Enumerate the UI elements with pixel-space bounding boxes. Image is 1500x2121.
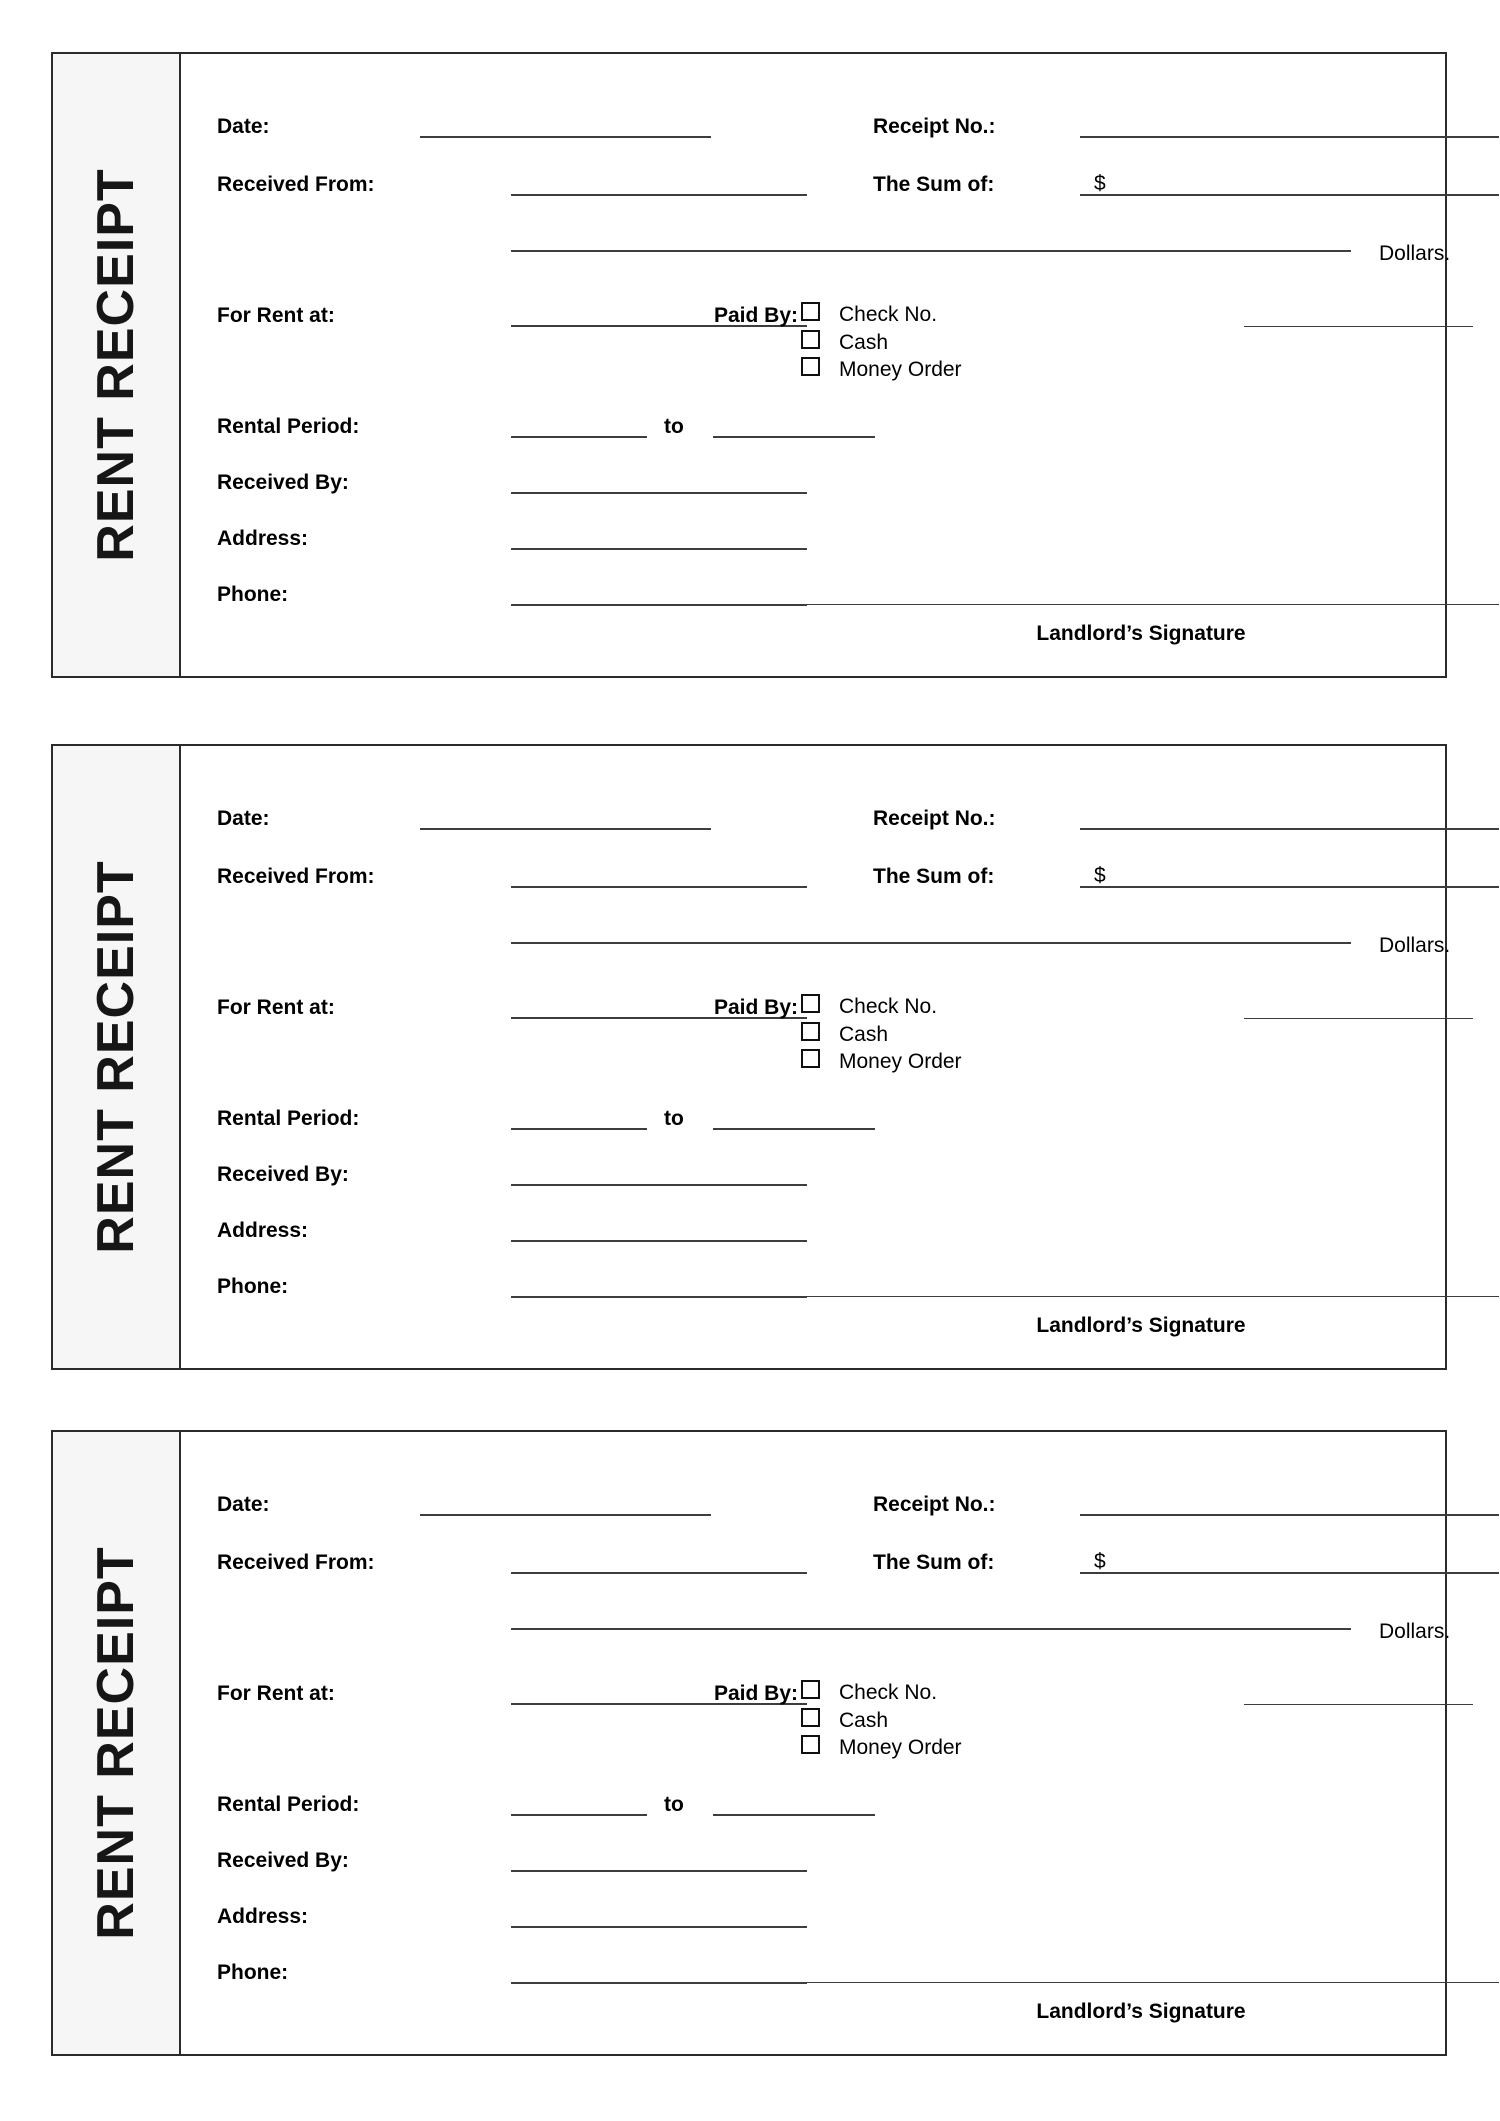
label-receipt-no: Receipt No.: (873, 115, 996, 138)
dollar-sign: $ (1094, 864, 1106, 887)
checkbox-check-no[interactable] (801, 302, 820, 321)
checkbox-cash[interactable] (801, 330, 820, 349)
rental-period-start-input[interactable] (511, 1128, 647, 1130)
checkbox-cash[interactable] (801, 1708, 820, 1727)
receipt-title: RENT RECEIPT (87, 860, 145, 1254)
date-input[interactable] (420, 828, 711, 830)
receipt-no-input[interactable] (1080, 828, 1499, 830)
sum-amount-input[interactable] (1080, 194, 1499, 196)
label-receipt-no: Receipt No.: (873, 1493, 996, 1516)
checkbox-money-order[interactable] (801, 1735, 820, 1754)
phone-input[interactable] (511, 1982, 807, 1984)
sum-in-words-input[interactable] (511, 250, 1351, 252)
rent-receipt-card (51, 52, 1451, 678)
label-paid-by: Paid By: (714, 1682, 799, 1705)
payment-label-cash: Cash (839, 1023, 889, 1046)
received-from-input[interactable] (511, 886, 807, 888)
receipt-body (181, 746, 1451, 1368)
sum-amount-input[interactable] (1080, 1572, 1499, 1574)
label-the-sum-of: The Sum of: (873, 865, 995, 888)
label-phone: Phone: (217, 1961, 289, 1984)
sum-in-words-input[interactable] (511, 942, 1351, 944)
received-by-input[interactable] (511, 1184, 807, 1186)
label-rental-period: Rental Period: (217, 415, 360, 438)
label-rental-period-to: to (664, 415, 684, 438)
receipt-title: RENT RECEIPT (87, 168, 145, 562)
address-input[interactable] (511, 548, 807, 550)
payment-label-money-order: Money Order (839, 1050, 962, 1073)
payment-label-cash: Cash (839, 331, 889, 354)
label-for-rent-at: For Rent at: (217, 304, 335, 327)
label-receipt-no: Receipt No.: (873, 807, 996, 830)
received-from-input[interactable] (511, 1572, 807, 1574)
checkbox-check-no[interactable] (801, 1680, 820, 1699)
payment-label-check-no: Check No. (839, 1681, 938, 1704)
sum-in-words-input[interactable] (511, 1628, 1351, 1630)
phone-input[interactable] (511, 1296, 807, 1298)
label-received-by: Received By: (217, 1163, 349, 1186)
rental-period-start-input[interactable] (511, 1814, 647, 1816)
rental-period-end-input[interactable] (713, 1814, 875, 1816)
dollar-sign: $ (1094, 1550, 1106, 1573)
checkbox-money-order[interactable] (801, 357, 820, 376)
checkbox-cash[interactable] (801, 1022, 820, 1041)
dollar-sign: $ (1094, 172, 1106, 195)
label-date: Date: (217, 115, 270, 138)
label-address: Address: (217, 1219, 309, 1242)
payment-label-money-order: Money Order (839, 1736, 962, 1759)
receipt-no-input[interactable] (1080, 1514, 1499, 1516)
vertical-title-bar (53, 1432, 181, 2054)
vertical-title-bar (53, 54, 181, 676)
payment-label-money-order: Money Order (839, 358, 962, 381)
label-received-by: Received By: (217, 471, 349, 494)
rent-receipt-card (51, 1430, 1451, 2056)
label-address: Address: (217, 1905, 309, 1928)
label-received-from: Received From: (217, 865, 375, 888)
label-received-from: Received From: (217, 1551, 375, 1574)
payment-label-cash: Cash (839, 1709, 889, 1732)
label-paid-by: Paid By: (714, 996, 799, 1019)
signature-caption: Landlord’s Signature (1036, 622, 1246, 645)
label-dollars: Dollars. (1379, 242, 1451, 265)
label-dollars: Dollars. (1379, 1620, 1451, 1643)
rental-period-start-input[interactable] (511, 436, 647, 438)
label-the-sum-of: The Sum of: (873, 173, 995, 196)
receipt-title: RENT RECEIPT (87, 1546, 145, 1940)
phone-input[interactable] (511, 604, 807, 606)
receipt-body (181, 54, 1451, 676)
label-phone: Phone: (217, 583, 289, 606)
signature-input[interactable] (785, 1296, 1499, 1297)
check-no-input[interactable] (1244, 326, 1473, 327)
address-input[interactable] (511, 1926, 807, 1928)
label-date: Date: (217, 1493, 270, 1516)
label-address: Address: (217, 527, 309, 550)
receipt-no-input[interactable] (1080, 136, 1499, 138)
payment-label-check-no: Check No. (839, 995, 938, 1018)
sum-amount-input[interactable] (1080, 886, 1499, 888)
label-rental-period: Rental Period: (217, 1107, 360, 1130)
date-input[interactable] (420, 1514, 711, 1516)
received-by-input[interactable] (511, 1870, 807, 1872)
received-by-input[interactable] (511, 492, 807, 494)
receipt-body (181, 1432, 1451, 2054)
check-no-input[interactable] (1244, 1704, 1473, 1705)
payment-label-check-no: Check No. (839, 303, 938, 326)
label-rental-period: Rental Period: (217, 1793, 360, 1816)
vertical-title-bar (53, 746, 181, 1368)
signature-input[interactable] (785, 604, 1499, 605)
label-received-from: Received From: (217, 173, 375, 196)
label-paid-by: Paid By: (714, 304, 799, 327)
label-dollars: Dollars. (1379, 934, 1451, 957)
received-from-input[interactable] (511, 194, 807, 196)
checkbox-money-order[interactable] (801, 1049, 820, 1068)
signature-caption: Landlord’s Signature (1036, 1314, 1246, 1337)
date-input[interactable] (420, 136, 711, 138)
signature-caption: Landlord’s Signature (1036, 2000, 1246, 2023)
label-for-rent-at: For Rent at: (217, 996, 335, 1019)
label-the-sum-of: The Sum of: (873, 1551, 995, 1574)
checkbox-check-no[interactable] (801, 994, 820, 1013)
check-no-input[interactable] (1244, 1018, 1473, 1019)
address-input[interactable] (511, 1240, 807, 1242)
label-date: Date: (217, 807, 270, 830)
label-phone: Phone: (217, 1275, 289, 1298)
rental-period-end-input[interactable] (713, 436, 875, 438)
label-received-by: Received By: (217, 1849, 349, 1872)
rent-receipt-card (51, 744, 1451, 1370)
rental-period-end-input[interactable] (713, 1128, 875, 1130)
label-rental-period-to: to (664, 1107, 684, 1130)
signature-input[interactable] (785, 1982, 1499, 1983)
label-for-rent-at: For Rent at: (217, 1682, 335, 1705)
label-rental-period-to: to (664, 1793, 684, 1816)
